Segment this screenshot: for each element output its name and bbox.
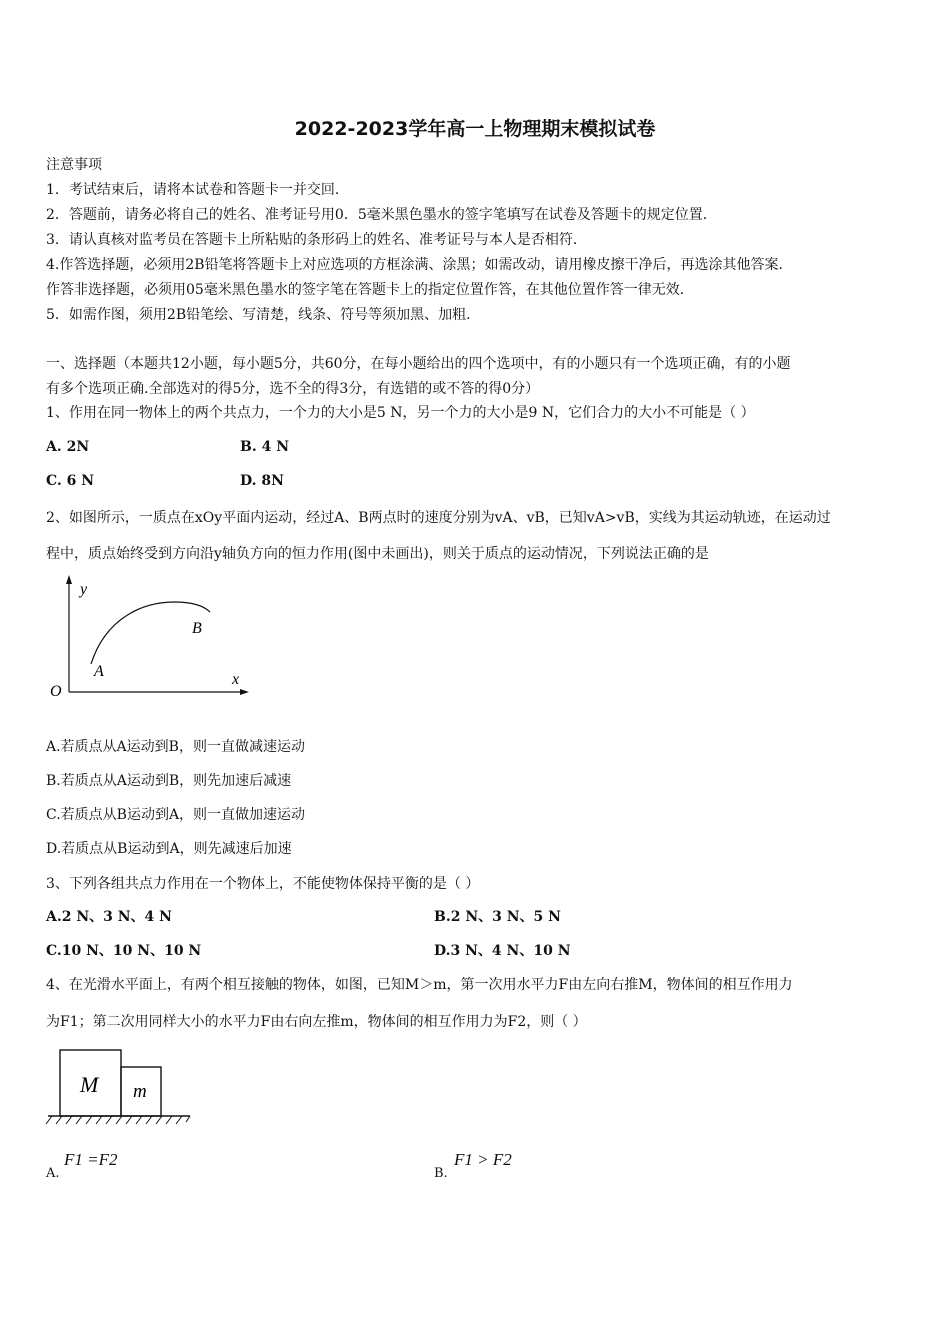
q3-option-a: A.2 N、3 N、4 N [46, 909, 172, 925]
q1-option-a: A. 2N [46, 439, 90, 455]
q4-stem-line2: 为F1；第二次用同样大小的水平力F由右向左推m，物体间的相互作用力为F2，则（ ） [46, 1014, 587, 1030]
q4-option-b-formula: F1 > F2 [454, 1150, 512, 1169]
q1-option-d: D. 8N [240, 473, 284, 489]
x-axis-label: x [232, 671, 240, 688]
q2-option-a: A.若质点从A运动到B，则一直做减速运动 [46, 739, 305, 755]
origin-label: O [50, 683, 62, 700]
q4-option-a-formula: F1 =F2 [64, 1150, 118, 1169]
q2-option-c: C.若质点从B运动到A，则一直做加速运动 [46, 807, 306, 823]
q3-option-d: D.3 N、4 N、10 N [434, 943, 571, 959]
q1-option-c: C. 6 N [46, 473, 95, 489]
notice-item-1: 1．考试结束后，请将本试卷和答题卡一并交回． [46, 182, 349, 198]
y-axis-label: y [80, 581, 88, 598]
block-m-large-label: M [80, 1072, 99, 1097]
q1-option-b: B. 4 N [240, 439, 289, 455]
ground-hatching [46, 1116, 190, 1124]
notice-item-4-cont: 作答非选择题，必须用05毫米黑色墨水的签字笔在答题卡上的指定位置作答，在其他位置作答一律无效． [46, 282, 694, 298]
q2-trajectory-figure [44, 572, 254, 702]
notice-item-2: 2．答题前，请务必将自己的姓名、准考证号用0．5毫米黑色墨水的签字笔填写在试卷及答题卡的规定位置． [46, 207, 717, 223]
q1-stem: 1、作用在同一物体上的两个共点力，一个力的大小是5 N，另一个力的大小是9 N，它们合力的大小不可能是（ ） [46, 405, 755, 421]
x-axis-arrow-icon [240, 689, 249, 695]
section-heading-line2: 有多个选项正确.全部选对的得5分，选不全的得3分，有选错的或不答的得0分） [46, 381, 540, 397]
y-axis-arrow-icon [66, 575, 72, 584]
q4-option-a-label: A. [46, 1166, 60, 1181]
q2-stem-line2: 程中，质点始终受到方向沿y轴负方向的恒力作用(图中未画出)，则关于质点的运动情况，下列说法正确的是 [46, 546, 709, 562]
notice-heading: 注意事项 [46, 157, 102, 173]
q3-option-c: C.10 N、10 N、10 N [46, 943, 202, 959]
q3-option-b: B.2 N、3 N、5 N [434, 909, 561, 925]
block-m-small-label: m [133, 1081, 147, 1102]
notice-item-3: 3．请认真核对监考员在答题卡上所粘贴的条形码上的姓名、准考证号与本人是否相符． [46, 232, 587, 248]
notice-item-4: 4.作答选择题，必须用2B铅笔将答题卡上对应选项的方框涂满、涂黑；如需改动，请用橡皮擦干净后，再选涂其他答案． [46, 257, 793, 273]
q2-stem-line1: 2、如图所示，一质点在xOy平面内运动，经过A、B两点时的速度分别为vA、vB，已知vA>vB，实线为其运动轨迹，在运动过 [46, 510, 831, 526]
q4-stem-line1: 4、在光滑水平面上，有两个相互接触的物体，如图，已知M＞m，第一次用水平力F由左向右推M，物体间的相互作用力 [46, 977, 793, 993]
point-a-label: A [94, 663, 104, 680]
section-heading-line1: 一、选择题（本题共12小题，每小题5分，共60分，在每小题给出的四个选项中，有的小题只有一个选项正确，有的小题 [46, 356, 791, 372]
q3-stem: 3、下列各组共点力作用在一个物体上，不能使物体保持平衡的是（ ） [46, 876, 480, 892]
point-b-label: B [192, 620, 202, 637]
q4-option-b-label: B. [434, 1166, 448, 1181]
q2-option-b: B.若质点从A运动到B，则先加速后减速 [46, 773, 292, 789]
q2-option-d: D.若质点从B运动到A，则先减速后加速 [46, 841, 292, 857]
page-title: 2022-2023学年高一上物理期末模拟试卷 [294, 118, 656, 140]
notice-item-5: 5．如需作图，须用2B铅笔绘、写清楚，线条、符号等须加黑、加粗． [46, 307, 481, 323]
q4-blocks-figure [44, 1046, 194, 1128]
